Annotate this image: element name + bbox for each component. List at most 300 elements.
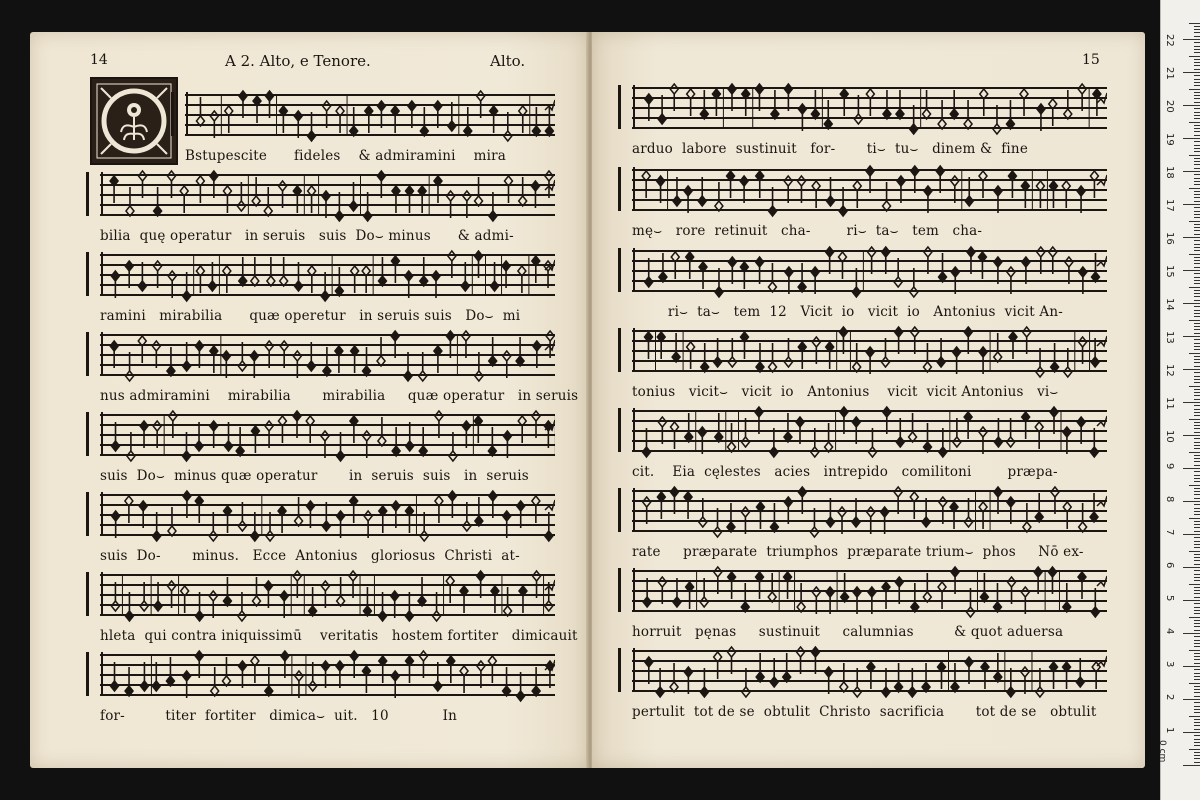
note-head [435,496,443,506]
note-head [728,84,736,94]
note-head [448,251,456,261]
ruler-number: 15 [1164,265,1175,278]
note-head [728,357,736,367]
note-head [684,492,692,502]
note-head [684,186,692,196]
note-head [126,206,134,216]
note-head [278,506,286,516]
note-head [911,327,919,337]
note-head [532,256,540,266]
note-head [812,337,820,347]
ruler-tick [1194,620,1200,621]
ruler-tick [1189,353,1200,354]
notes [632,640,1107,710]
note-head [1023,522,1031,532]
note-head [462,331,470,341]
note-head [979,171,987,181]
note-head [546,331,554,341]
ruler-tick [1194,273,1200,274]
note-head [112,441,120,451]
ruler-tick [1194,161,1200,162]
note-head [685,432,693,442]
note-head [308,186,316,196]
note-head [924,186,932,196]
ruler-number: 10 [1164,430,1175,443]
note-head [1049,247,1057,257]
ruler-tick [1194,128,1200,129]
note-head [362,266,370,276]
ruler-tick [1194,755,1200,756]
note-head [854,114,862,124]
note-head [1063,502,1071,512]
ruler-tick [1194,547,1200,548]
note-head [938,119,946,129]
ruler-tick [1189,155,1200,156]
note-head [293,186,301,196]
custos-icon [545,500,555,510]
note-head [756,171,764,181]
ruler-number: 2 [1164,694,1175,701]
note-head [182,451,190,461]
note-head [924,247,932,257]
ruler-tick [1194,425,1200,426]
ruler-tick [1194,164,1200,165]
note-head [1020,89,1028,99]
note-head [1063,602,1071,612]
ruler-tick [1194,376,1200,377]
note-head [1090,512,1098,522]
note-head [222,351,230,361]
ruler-tick [1183,501,1200,502]
note-head [686,582,694,592]
note-head [265,686,273,696]
note-head [812,587,820,597]
note-head [908,687,916,697]
ruler-tick [1194,227,1200,228]
ruler-tick [1194,511,1200,512]
note-head [1090,171,1098,181]
ruler-tick [1194,197,1200,198]
note-head [519,196,527,206]
note-head [785,267,793,277]
note-head [1077,417,1085,427]
note-head [139,171,147,181]
note-head [827,196,835,206]
note-head [924,442,932,452]
note-head [168,271,176,281]
note-head [811,109,819,119]
ruler-tick [1189,254,1200,255]
note-head [503,351,511,361]
note-head [420,276,428,286]
ruler-tick [1194,636,1200,637]
ruler-number: 3 [1164,661,1175,668]
notes [632,400,1107,470]
note-head [239,276,247,286]
note-head [349,571,357,581]
ruler-tick [1194,263,1200,264]
note-head [673,196,681,206]
note-head [937,662,945,672]
ruler-tick [1194,323,1200,324]
note-head [670,682,678,692]
note-head [489,356,497,366]
note-head [208,281,216,291]
note-head [770,447,778,457]
ruler-tick [1194,504,1200,505]
notes [100,564,555,634]
ruler-tick [1194,399,1200,400]
note-head [922,517,930,527]
note-head [392,501,400,511]
note-head [699,517,707,527]
note-head [994,257,1002,267]
ruler-tick [1194,174,1200,175]
note-head [1050,407,1058,417]
note-head [687,89,695,99]
note-head [881,507,889,517]
note-head [1036,687,1044,697]
note-head [1009,332,1017,342]
note-head [295,671,303,681]
ruler-tick [1194,178,1200,179]
ruler-tick [1194,742,1200,743]
ruler-tick [1194,260,1200,261]
ruler-tick [1194,656,1200,657]
note-head [474,416,482,426]
ruler-tick [1194,626,1200,627]
ruler-number: 19 [1164,133,1175,146]
part-header: Alto. [490,52,526,70]
note-head [363,366,371,376]
ruler-tick [1189,320,1200,321]
note-head [756,502,764,512]
ruler-tick [1194,372,1200,373]
ruler-tick [1194,432,1200,433]
ruler-tick [1194,752,1200,753]
ruler-tick [1194,409,1200,410]
note-head [489,491,497,501]
lyric-line: suis Do⌣ minus quæ operatur in seruis suis in seruis [100,468,529,484]
note-head [448,491,456,501]
ruler-tick [1183,105,1200,106]
note-head [741,602,749,612]
note-head [868,447,876,457]
note-head [728,647,736,657]
ruler-tick [1194,333,1200,334]
note-head [1049,181,1057,191]
ruler-number: 18 [1164,166,1175,179]
ruler-tick [1194,118,1200,119]
note-head [210,111,218,121]
note-head [784,176,792,186]
notes [632,480,1107,550]
ruler-tick [1183,138,1200,139]
note-head [280,591,288,601]
note-head [138,336,146,346]
note-head [503,511,511,521]
ruler-tick [1194,59,1200,60]
note-head [306,416,314,426]
note-head [645,657,653,667]
note-head [1037,247,1045,257]
ruler-tick [1189,650,1200,651]
note-head [363,606,371,616]
note-head [323,101,331,111]
note-head [895,327,903,337]
note-head [406,441,414,451]
note-head [670,422,678,432]
note-head [321,291,329,301]
ruler-tick [1183,633,1200,634]
note-head [350,496,358,506]
custos-icon [1097,336,1107,346]
ruler-tick [1194,181,1200,182]
ruler-tick [1183,600,1200,601]
note-head [951,682,959,692]
note-head [322,191,330,201]
lyric-line: rate præparate triumphos præparate trium⌣ phos Nō ex- [632,544,1084,560]
note-head [533,341,541,351]
note-head [770,522,778,532]
note-head [867,662,875,672]
note-head [519,106,527,116]
note-head [154,601,162,611]
note-head [112,511,120,521]
ruler-tick [1194,379,1200,380]
note-head [657,332,665,342]
lyric-line: arduo labore sustinuit for- ti⌣ tu⌣ dinem & fine [632,141,1029,157]
note-head [140,601,148,611]
note-head [740,332,748,342]
note-head [209,591,217,601]
note-head [432,271,440,281]
note-head [642,447,650,457]
note-head [909,432,917,442]
ruler-tick [1194,92,1200,93]
note-head [532,686,540,696]
note-head [251,276,259,286]
note-head [363,431,371,441]
note-head [1036,367,1044,377]
note-head [404,371,412,381]
note-head [406,656,414,666]
note-head [798,487,806,497]
ruler-tick [1189,122,1200,123]
note-head [866,347,874,357]
note-head [379,506,387,516]
ruler-tick [1194,224,1200,225]
note-head [965,517,973,527]
ruler-tick [1183,534,1200,535]
note-head [239,91,247,101]
ruler-tick [1194,125,1200,126]
note-head [768,282,776,292]
note-head [1037,104,1045,114]
ruler-tick [1194,577,1200,578]
note-head [252,596,260,606]
note-head [253,96,261,106]
note-head [1090,447,1098,457]
note-head [281,651,289,661]
note-head [1021,587,1029,597]
note-head [418,596,426,606]
note-head [250,351,258,361]
note-head [477,91,485,101]
note-head [210,171,218,181]
note-head [882,687,890,697]
note-head [224,506,232,516]
note-head [812,181,820,191]
page-left [30,32,588,768]
note-head [811,447,819,457]
ruler-tick [1194,702,1200,703]
lyric-line: ramini mirabilia quæ operetur in seruis suis Do⌣ mi [100,308,521,324]
ruler-tick [1194,277,1200,278]
ruler-tick [1194,696,1200,697]
note-head [351,266,359,276]
ruler-tick [1194,389,1200,390]
note-head [517,691,525,701]
note-head [223,186,231,196]
note-head [433,611,441,621]
notes [100,164,555,234]
note-head [336,106,344,116]
note-head [391,671,399,681]
note-head [321,581,329,591]
note-head [980,89,988,99]
note-head [841,592,849,602]
note-head [518,416,526,426]
note-head [756,362,764,372]
note-head [866,89,874,99]
note-head [545,126,553,136]
note-head [125,261,133,271]
lyric-line: nus admiramini mirabilia mirabilia quæ operatur in seruis [100,388,579,404]
note-head [728,257,736,267]
note-head [883,201,891,211]
ruler-tick [1194,527,1200,528]
ruler-tick [1189,23,1200,24]
ruler-number: 16 [1164,232,1175,245]
ruler-tick [1194,455,1200,456]
note-head [826,247,834,257]
lyric-line: Bstupescite fideles & admiramini mira [185,148,507,164]
note-head [894,487,902,497]
note-head [839,327,847,337]
note-head [210,346,218,356]
note-head [335,211,343,221]
note-head [183,361,191,371]
ruler-tick [1194,689,1200,690]
note-head [126,371,134,381]
note-head [449,451,457,461]
custos-icon [545,260,555,270]
note-head [1078,84,1086,94]
note-head [701,362,709,372]
ruler-tick [1183,171,1200,172]
note-head [335,286,343,296]
note-head [797,602,805,612]
note-head [125,686,133,696]
ruler-tick [1194,184,1200,185]
note-head [140,421,148,431]
ruler-tick [1189,683,1200,684]
ruler-tick [1194,316,1200,317]
ruler-tick [1189,188,1200,189]
ruler-tick [1194,148,1200,149]
note-head [1023,327,1031,337]
note-head [686,252,694,262]
note-head [1077,186,1085,196]
note-head [714,652,722,662]
ruler-tick [1194,194,1200,195]
ruler-tick [1183,699,1200,700]
note-head [167,171,175,181]
ruler-tick [1194,514,1200,515]
note-head [1065,257,1073,267]
measuring-ruler [1157,0,1200,800]
ruler-tick [1194,557,1200,558]
ruler-tick [1194,158,1200,159]
note-head [699,262,707,272]
note-head [853,587,861,597]
ruler-tick [1194,85,1200,86]
note-head [755,407,763,417]
note-head [1063,427,1071,437]
note-head [994,672,1002,682]
note-head [152,681,160,691]
note-head [867,507,875,517]
note-head [824,119,832,129]
notes [632,320,1107,390]
note-head [826,587,834,597]
ruler-tick [1194,207,1200,208]
ruler-tick [1194,112,1200,113]
ruler-tick [1189,287,1200,288]
note-head [714,527,722,537]
ruler-tick [1194,211,1200,212]
note-head [978,252,986,262]
ruler-tick [1194,339,1200,340]
ruler-number: 4 [1164,628,1175,635]
ruler-tick [1183,468,1200,469]
ruler-tick [1189,221,1200,222]
note-head [463,191,471,201]
note-head [238,661,246,671]
note-head [533,571,541,581]
note-head [308,131,316,141]
note-head [180,186,188,196]
note-head [460,666,468,676]
note-head [994,352,1002,362]
page-right [592,32,1145,768]
note-head [840,89,848,99]
note-head [110,176,118,186]
note-head [798,282,806,292]
ruler-tick [1183,39,1200,40]
ruler-tick [1183,732,1200,733]
note-head [1079,337,1087,347]
note-head [811,267,819,277]
ruler-tick [1194,475,1200,476]
notes [100,324,555,394]
ruler-tick [1183,237,1200,238]
note-head [897,176,905,186]
note-head [379,656,387,666]
note-head [715,201,723,211]
note-head [866,166,874,176]
